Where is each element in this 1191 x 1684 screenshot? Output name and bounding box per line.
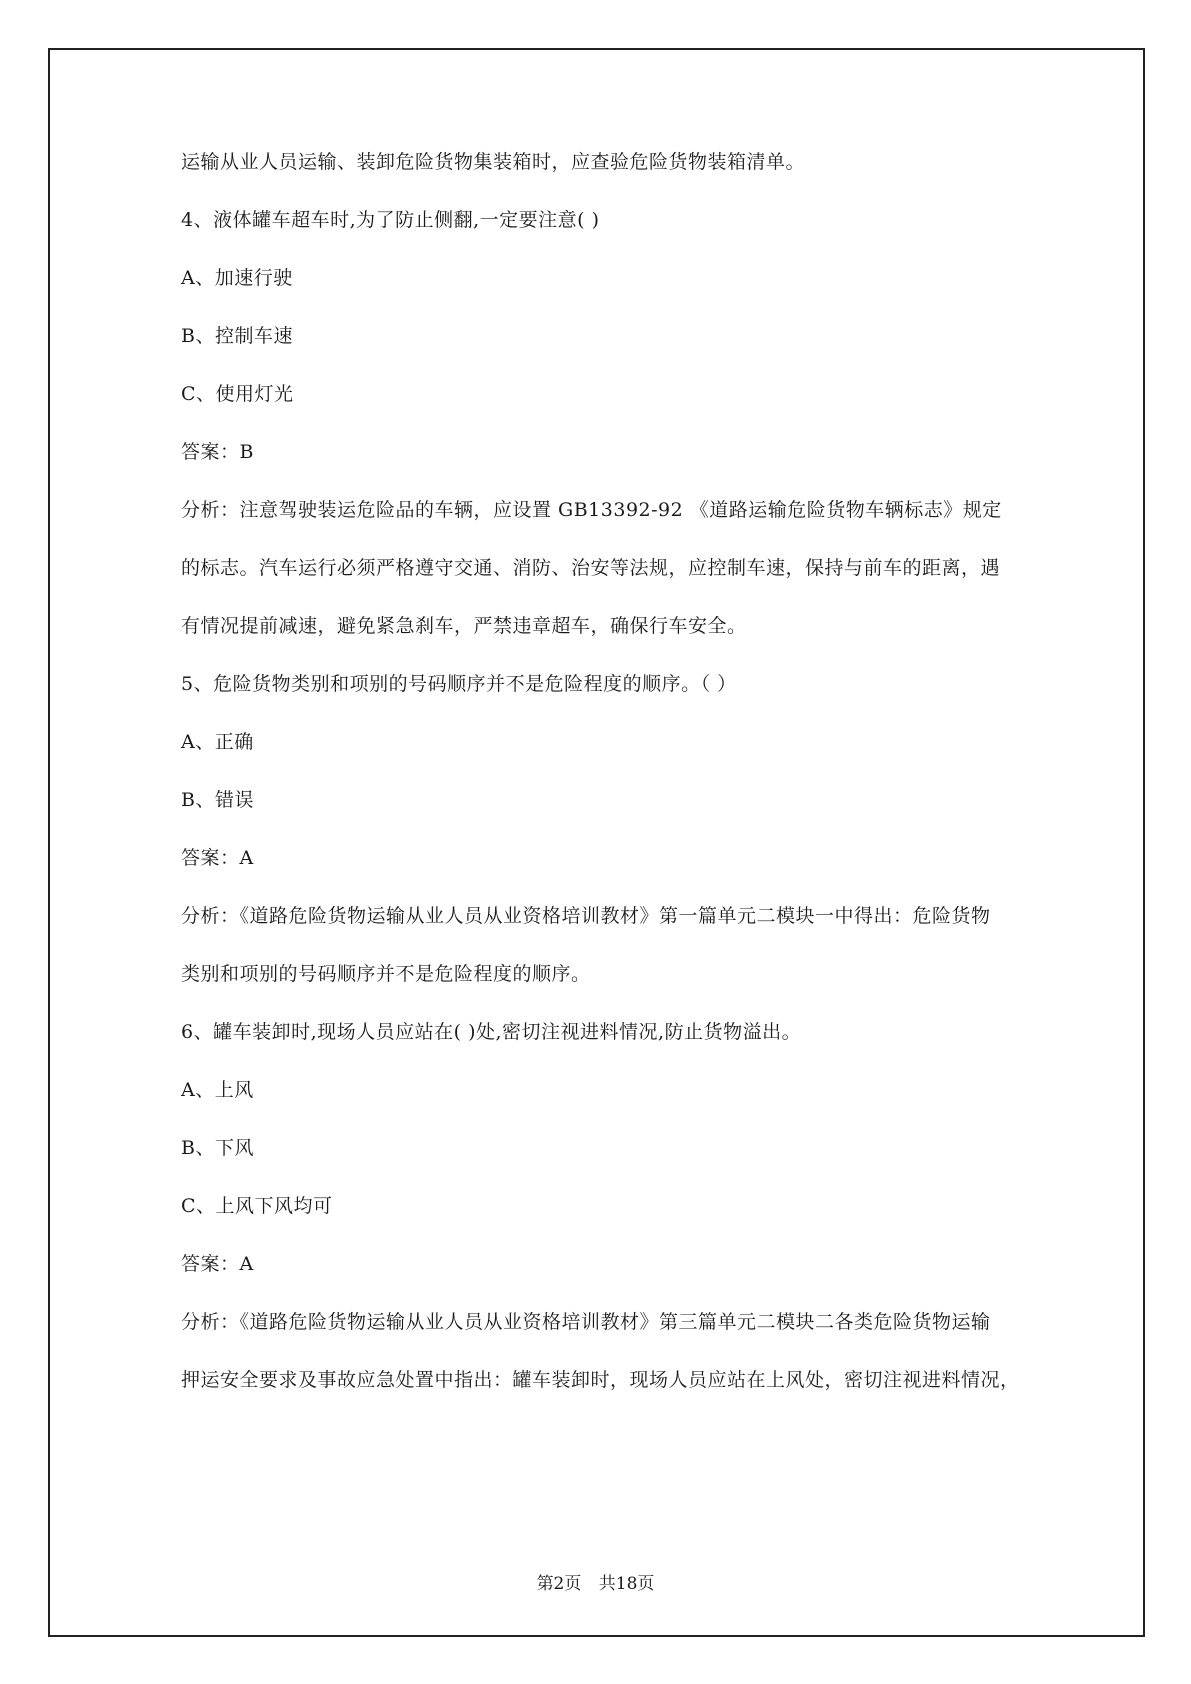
analysis-line: 分析：注意驾驶装运危险品的车辆，应设置 GB13392-92 《道路运输危险货物车辆标志》规定 <box>181 499 1002 521</box>
answer: 答案：B <box>181 441 254 463</box>
page-total: 共18页 <box>598 1574 655 1594</box>
page-footer <box>0 1573 1191 1595</box>
option-a: A、加速行驶 <box>181 267 293 289</box>
answer: 答案：A <box>181 1253 254 1275</box>
option-a: A、上风 <box>181 1079 254 1101</box>
analysis-line: 押运安全要求及事故应急处置中指出：罐车装卸时，现场人员应站在上风处，密切注视进料情况， <box>181 1369 1020 1391</box>
analysis-line: 有情况提前减速，避免紧急刹车，严禁违章超车，确保行车安全。 <box>181 615 747 637</box>
option-b: B、控制车速 <box>181 325 293 347</box>
option-c: C、上风下风均可 <box>181 1195 333 1217</box>
analysis-line: 的标志。汽车运行必须严格遵守交通、消防、治安等法规，应控制车速，保持与前车的距离，遇 <box>181 557 1001 579</box>
answer: 答案：A <box>181 847 254 869</box>
analysis-line: 分析：《道路危险货物运输从业人员从业资格培训教材》第一篇单元二模块一中得出：危险货物 <box>181 905 991 927</box>
option-a: A、正确 <box>181 731 254 753</box>
option-c: C、使用灯光 <box>181 383 294 405</box>
option-b: B、错误 <box>181 789 254 811</box>
paragraph-line: 运输从业人员运输、装卸危险货物集装箱时，应查验危险货物装箱清单。 <box>181 151 806 173</box>
question-6: 6、罐车装卸时,现场人员应站在( )处,密切注视进料情况,防止货物溢出。 <box>181 1021 802 1043</box>
question-4: 4、液体罐车超车时,为了防止侧翻,一定要注意( ) <box>181 209 600 231</box>
page-number: 第2页 <box>536 1574 582 1594</box>
analysis-line: 分析：《道路危险货物运输从业人员从业资格培训教材》第三篇单元二模块二各类危险货物运输 <box>181 1311 991 1333</box>
question-5: 5、危险货物类别和项别的号码顺序并不是危险程度的顺序。（ ） <box>181 673 737 695</box>
option-b: B、下风 <box>181 1137 254 1159</box>
analysis-line: 类别和项别的号码顺序并不是危险程度的顺序。 <box>181 963 591 985</box>
